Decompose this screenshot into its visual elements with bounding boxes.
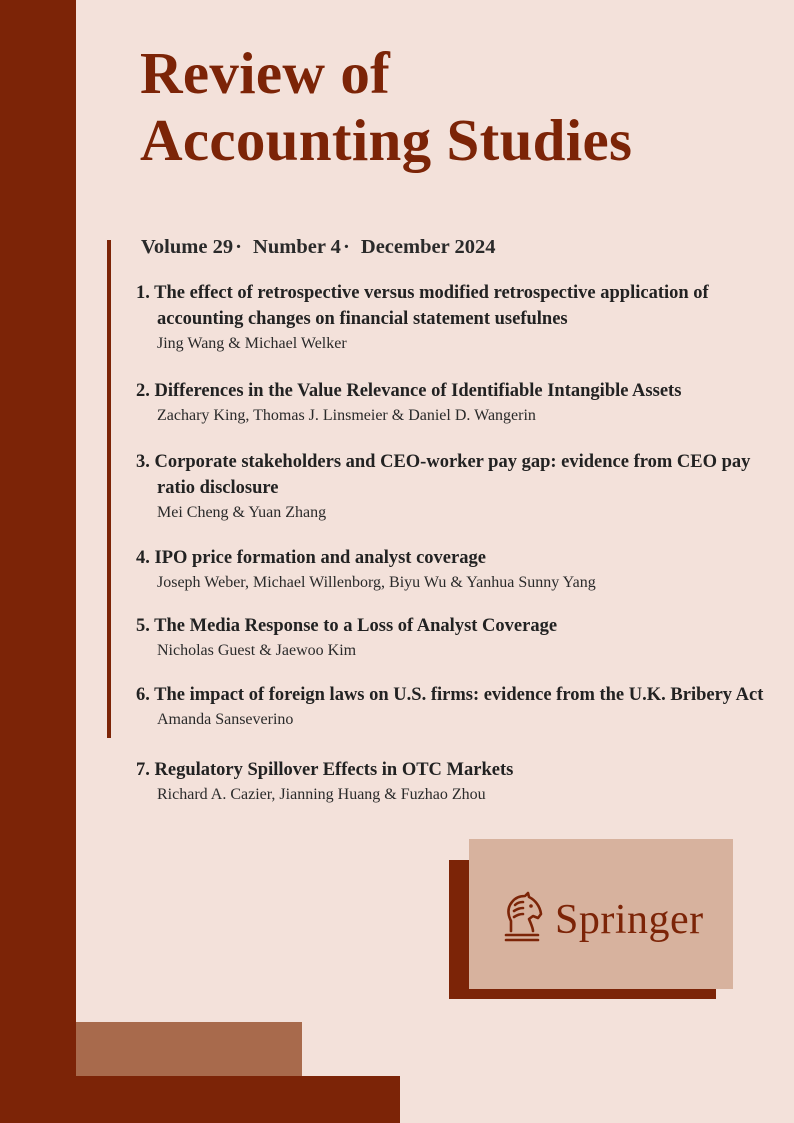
article-title[interactable]: 7. Regulatory Spillover Effects in OTC Markets — [136, 760, 514, 780]
article-title[interactable]: 3. Corporate stakeholders and CEO-worker pay gap: evidence from CEO pay — [136, 452, 751, 472]
bottom-decorative-bar — [0, 1076, 400, 1123]
bottom-light-block — [76, 1022, 302, 1076]
publisher-logo — [501, 891, 704, 948]
issue-info — [141, 233, 495, 261]
article-item[interactable] — [136, 545, 776, 595]
article-title[interactable]: 6. The impact of foreign laws on U.S. firms: evidence from the U.K. Bribery Act — [136, 685, 764, 705]
article-item[interactable] — [136, 682, 776, 732]
article-authors: Jing Wang & Michael Welker — [157, 335, 347, 352]
article-authors: Mei Cheng & Yuan Zhang — [157, 504, 327, 521]
article-title[interactable]: 5. The Media Response to a Loss of Analyst Coverage — [136, 616, 558, 636]
article-item[interactable] — [136, 449, 776, 525]
issue-date: December 2024 — [360, 236, 496, 258]
volume-label: Volume 29 — [141, 236, 234, 258]
article-item[interactable] — [136, 378, 776, 428]
journal-title-line-1: Review of — [140, 40, 391, 106]
contents-accent-rule — [107, 240, 111, 738]
article-item[interactable] — [136, 757, 776, 807]
article-authors: Richard A. Cazier, Jianning Huang & Fuzhao Zhou — [157, 786, 486, 803]
publisher-logo-box — [469, 839, 733, 989]
article-authors: Joseph Weber, Michael Willenborg, Biyu Wu & Yanhua Sunny Yang — [157, 574, 596, 591]
article-title-continued[interactable]: accounting changes on financial statement usefulnes — [157, 309, 568, 329]
article-authors: Zachary King, Thomas J. Linsmeier & Daniel D. Wangerin — [157, 407, 536, 424]
article-title[interactable]: 4. IPO price formation and analyst coverage — [136, 548, 486, 568]
number-label: Number 4 — [253, 236, 341, 258]
article-authors: Nicholas Guest & Jaewoo Kim — [157, 642, 357, 659]
journal-title — [140, 40, 632, 174]
article-item[interactable] — [136, 613, 776, 663]
journal-title-line-2: Accounting Studies — [140, 107, 633, 173]
issue-separator: · — [342, 236, 350, 258]
article-title[interactable]: 2. Differences in the Value Relevance of Identifiable Intangible Assets — [136, 381, 682, 401]
article-title[interactable]: 1. The effect of retrospective versus modified retrospective application of — [136, 283, 709, 303]
springer-horse-icon — [501, 891, 545, 948]
article-title-continued[interactable]: ratio disclosure — [157, 478, 279, 498]
publisher-name: Springer — [555, 896, 704, 943]
article-item[interactable] — [136, 280, 776, 356]
left-decorative-band — [0, 0, 76, 1123]
issue-separator: · — [235, 236, 242, 258]
article-authors: Amanda Sanseverino — [157, 711, 294, 728]
